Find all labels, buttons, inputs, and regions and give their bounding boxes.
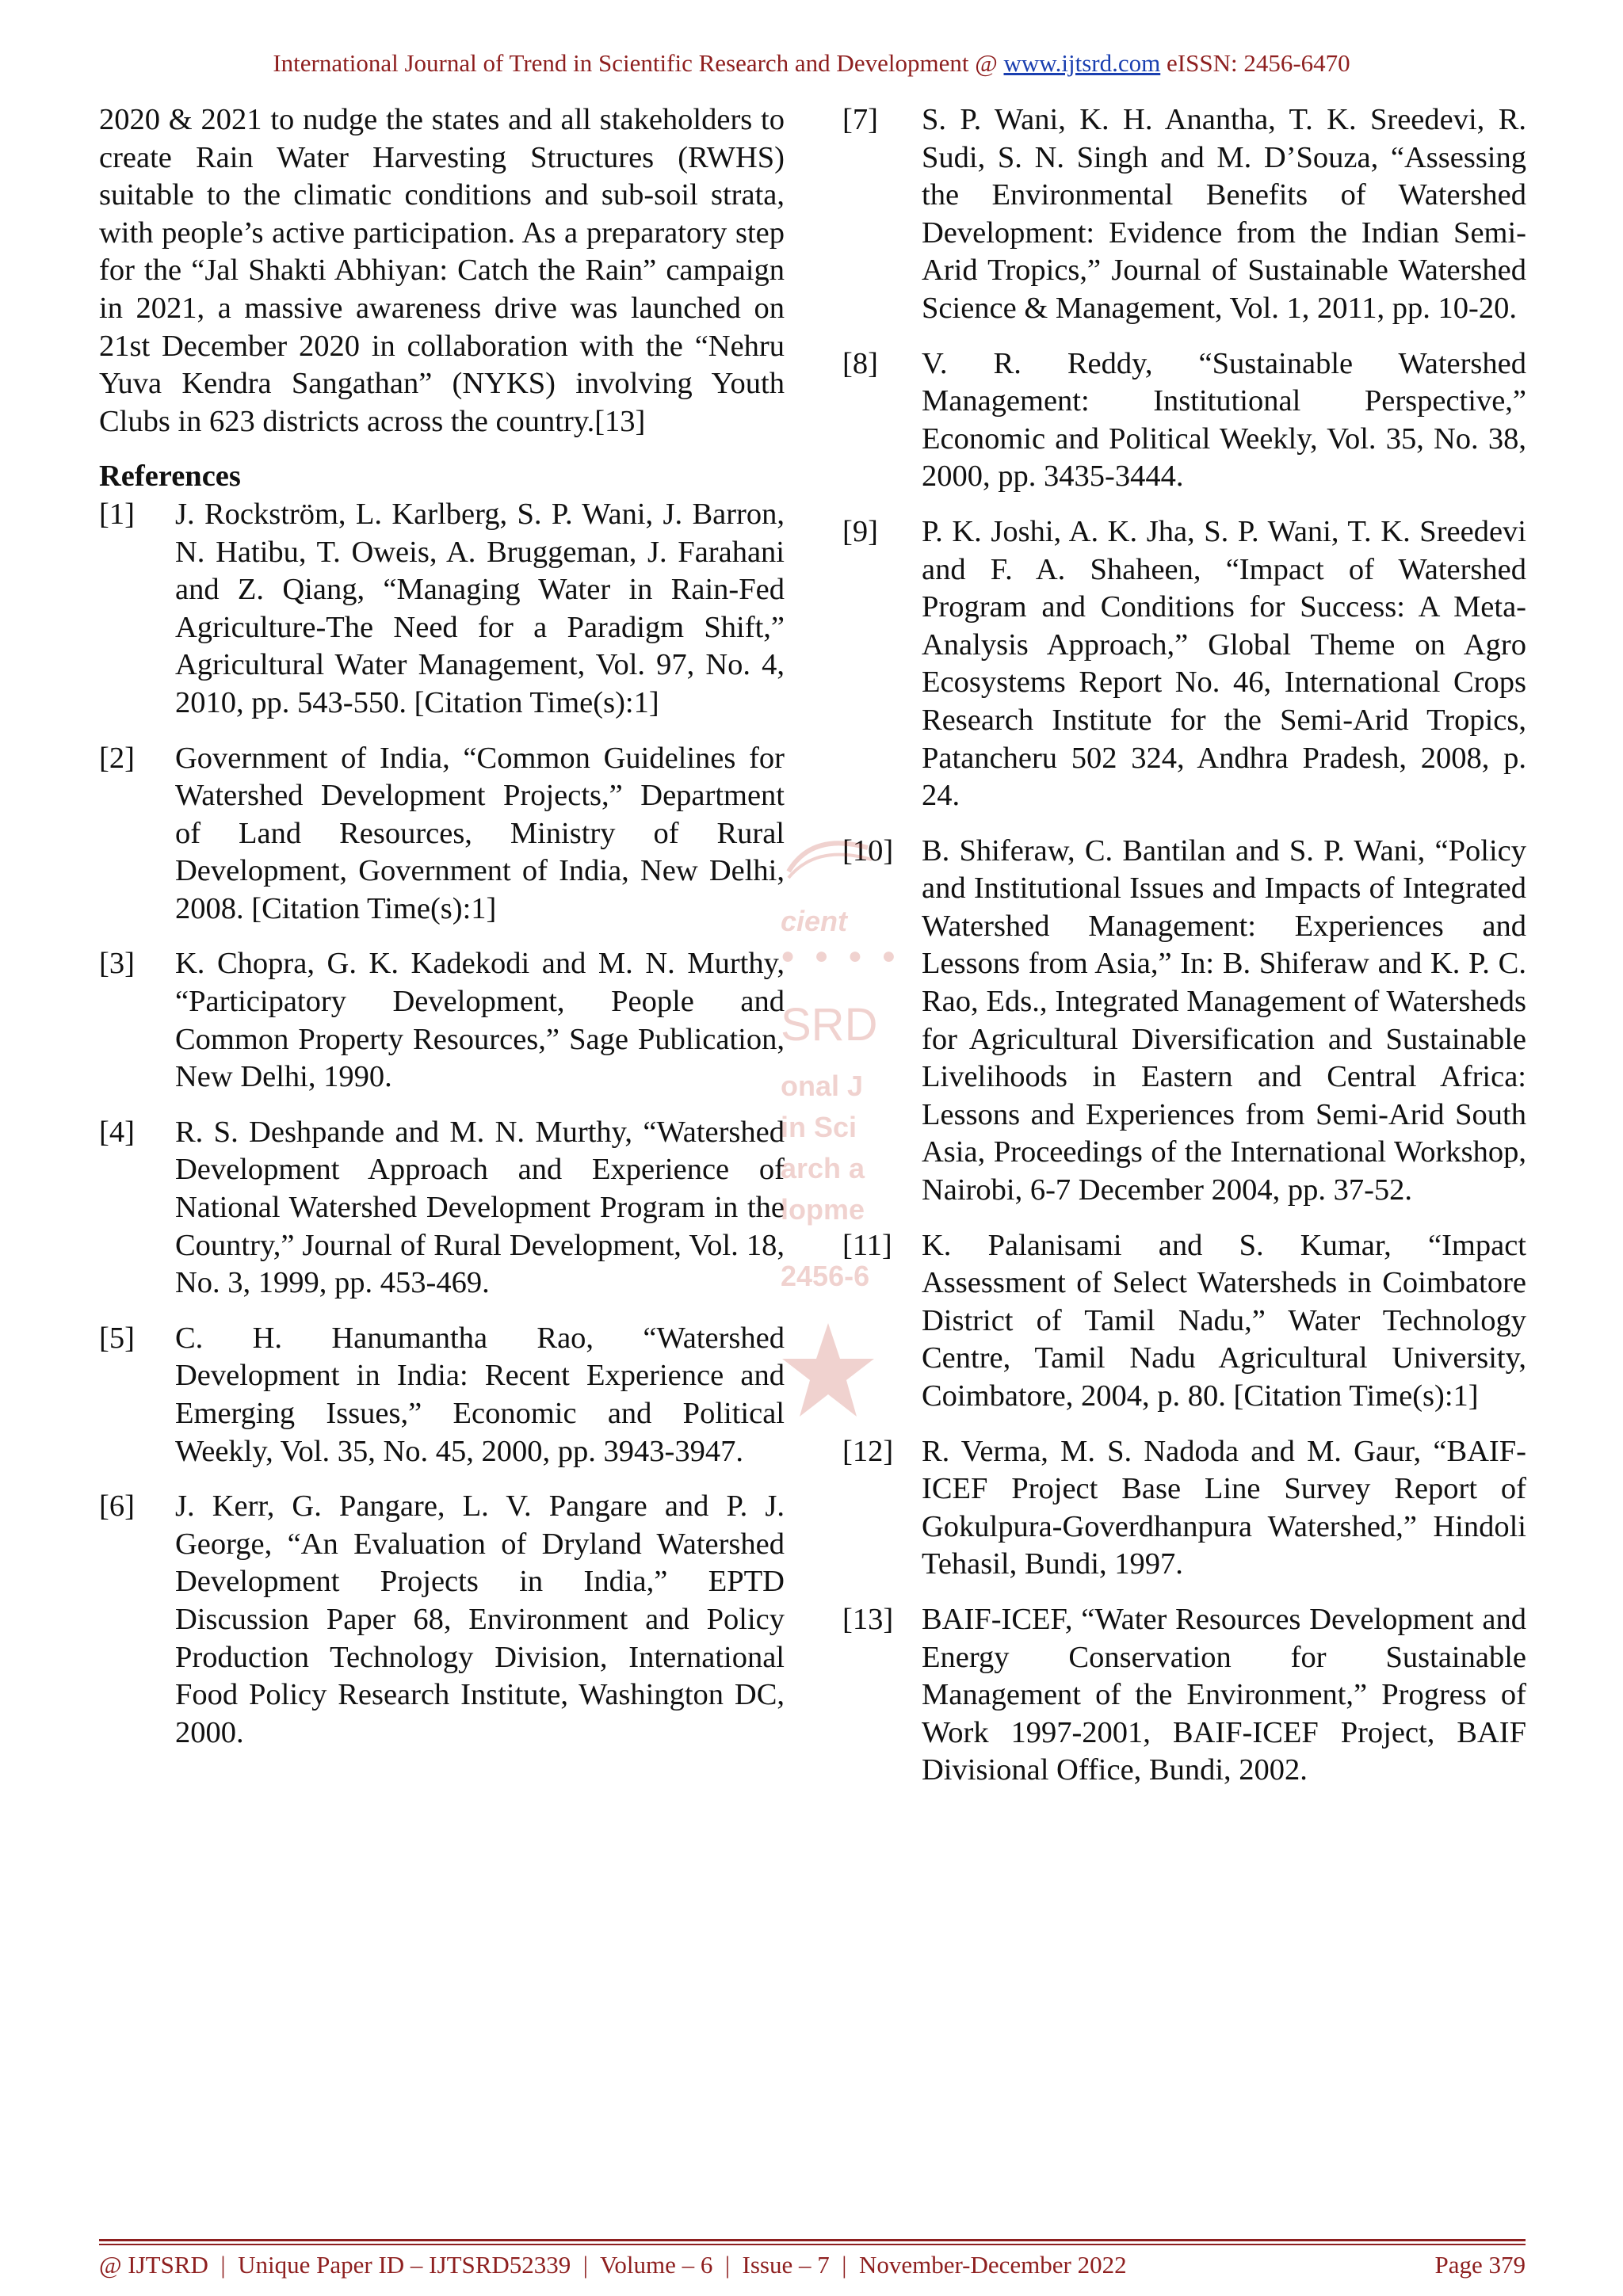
journal-name: International Journal of Trend in Scientific Research and Development @ [273,49,1004,77]
reference-item [99,496,785,723]
reference-item [842,101,1526,328]
journal-issn: eISSN: 2456-6470 [1160,49,1350,77]
reference-text: P. K. Joshi, A. K. Jha, S. P. Wani, T. K. Sreedevi and F. A. Shaheen, “Impact of Watershed Program and Conditions for Success: A Meta-Analysis Approach,” Global Theme on Agro Ecosystems Report No. 46, International Crops Research Institute for the Semi-Arid Tropics, Patancheru 502 324, Andhra Pradesh, 2008, p. 24. [922,514,1526,813]
reference-item [842,513,1526,815]
reference-text: Government of India, “Common Guidelines for Watershed Development Projects,” Department of Land Resources, Ministry of Rural Development, Government of India, New Delhi, 2008. [Citation Time(s):1] [175,741,785,925]
reference-text: J. Rockström, L. Karlberg, S. P. Wani, J. Barron, N. Hatibu, T. Oweis, A. Bruggeman, J. Farahani and Z. Qiang, “Managing Water in Rain-Fed Agriculture-The Need for a Paradigm Shift,” Agricultural Water Management, Vol. 97, No. 4, 2010, pp. 543-550. [Citation Time(s):1] [175,497,785,719]
reference-text: BAIF-ICEF, “Water Resources Development and Energy Conservation for Sustainable Management of the Environment,” Progress of Work 1997-2001, BAIF-ICEF Project, BAIF Divisional Office, Bundi, 2002. [922,1602,1526,1787]
right-column [842,101,1526,1807]
reference-text: C. H. Hanumantha Rao, “Watershed Development in India: Recent Experience and Emerging Issues,” Economic and Political Weekly, Vol. 35, No. 45, 2000, pp. 3943-3947. [175,1321,785,1468]
footer-paper-info: @ IJTSRD | Unique Paper ID – IJTSRD52339 | Volume – 6 | Issue – 7 | November-December 2022 [99,2251,1127,2279]
reference-item [99,740,785,929]
reference-item [99,1320,785,1470]
watermark-text: onal J [781,1070,864,1102]
reference-text: B. Shiferaw, C. Bantilan and S. P. Wani, “Policy and Institutional Issues and Impacts of Integrated Watershed Management: Experiences and Lessons from Asia,” In: B. Shiferaw and K. P. C. Rao, Eds., Integrated Management of Watersheds for Agricultural Diversification and Sustainable Livelihoods in Eastern and Central Africa: Lessons and Experiences from Semi-Arid South Asia, Proceedings of the International Workshop, Nairobi, 6-7 December 2004, pp. 37-52. [922,833,1526,1207]
running-header [0,49,1623,78]
reference-item [99,945,785,1096]
reference-text: R. Verma, M. S. Nadoda and M. Gaur, “BAIF-ICEF Project Base Line Survey Report of Gokulpura-Goverdhanpura Watershed,” Hindoli Tehasil, Bundi, 1997. [922,1434,1526,1581]
reference-number: [11] [842,1228,892,1262]
journal-website-link[interactable]: www.ijtsrd.com [1003,49,1161,77]
reference-text: R. S. Deshpande and M. N. Murthy, “Watershed Development Approach and Experience of National Watershed Development Program in the Country,” Journal of Rural Development, Vol. 18, No. 3, 1999, pp. 453-469. [175,1115,785,1300]
watermark-text: cient [781,905,848,937]
reference-number: [5] [99,1321,135,1355]
laurel-icon [781,832,876,879]
watermark-text: in Sci [781,1111,857,1143]
watermark-dots: ● ● ● ● [781,943,903,969]
reference-number: [3] [99,947,135,981]
reference-number: [12] [842,1434,894,1468]
reference-item [842,833,1526,1210]
left-column [99,101,785,1769]
reference-number: [2] [99,741,135,775]
page-number: Page 379 [1434,2251,1526,2279]
reference-number: [1] [99,497,135,531]
references-heading: References [99,460,241,494]
reference-text: K. Palanisami and S. Kumar, “Impact Assessment of Select Watersheds in Coimbatore District of Tamil Nadu,” Water Technology Centre, Tamil Nadu Agricultural University, Coimbatore, 2004, p. 80. [Citation Time(s):1] [922,1228,1526,1413]
star-icon [781,1315,876,1426]
reference-text: V. R. Reddy, “Sustainable Watershed Management: Institutional Perspective,” Economic and Political Weekly, Vol. 35, No. 38, 2000, pp. 3435-3444. [922,346,1526,494]
watermark-text: 2456-6 [781,1260,870,1292]
reference-item [842,345,1526,496]
footer-rule-thin [99,2244,1526,2245]
reference-number: [6] [99,1489,135,1524]
reference-text: S. P. Wani, K. H. Anantha, T. K. Sreedevi, R. Sudi, S. N. Singh and M. D’Souza, “Assessing the Environmental Benefits of Watershed Development: Evidence from the Indian Semi-Arid Tropics,” Journal of Sustainable Watershed Science & Management, Vol. 1, 2011, pp. 10-20. [922,103,1526,325]
reference-item [99,1488,785,1752]
reference-number: [13] [842,1602,894,1636]
watermark-text: lopme [781,1193,865,1226]
page-footer [99,2251,1526,2279]
reference-item [842,1227,1526,1416]
footer-rule [99,2239,1526,2241]
reference-text: J. Kerr, G. Pangare, L. V. Pangare and P. J. George, “An Evaluation of Dryland Watershed Development Projects in India,” EPTD Discussion Paper 68, Environment and Policy Production Technology Division, International Food Policy Research Institute, Washington DC, 2000. [175,1489,785,1749]
reference-number: [4] [99,1115,135,1149]
watermark-text: SRD [781,999,878,1051]
watermark-text: arch a [781,1152,865,1184]
reference-number: [8] [842,346,878,380]
reference-number: [9] [842,514,878,548]
reference-number: [7] [842,103,878,136]
reference-text: K. Chopra, G. K. Kadekodi and M. N. Murthy, “Participatory Development, People and Common Property Resources,” Sage Publication, New Delhi, 1990. [175,947,785,1094]
journal-watermark [781,832,903,1466]
reference-item [842,1601,1526,1790]
reference-item [842,1433,1526,1584]
reference-number: [10] [842,833,894,868]
reference-item [99,1114,785,1302]
body-paragraph: 2020 & 2021 to nudge the states and all stakeholders to create Rain Water Harvesting Structures (RWHS) suitable to the climatic conditions and sub-soil strata, with people’s active participation. As a preparatory step for the “Jal Shakti Abhiyan: Catch the Rain” campaign in 2021, a massive awareness drive was launched on 21st December 2020 in collaboration with the “Nehru Yuva Kendra Sangathan” (NYKS) involving Youth Clubs in 623 districts across the country.[13] [99,103,785,438]
